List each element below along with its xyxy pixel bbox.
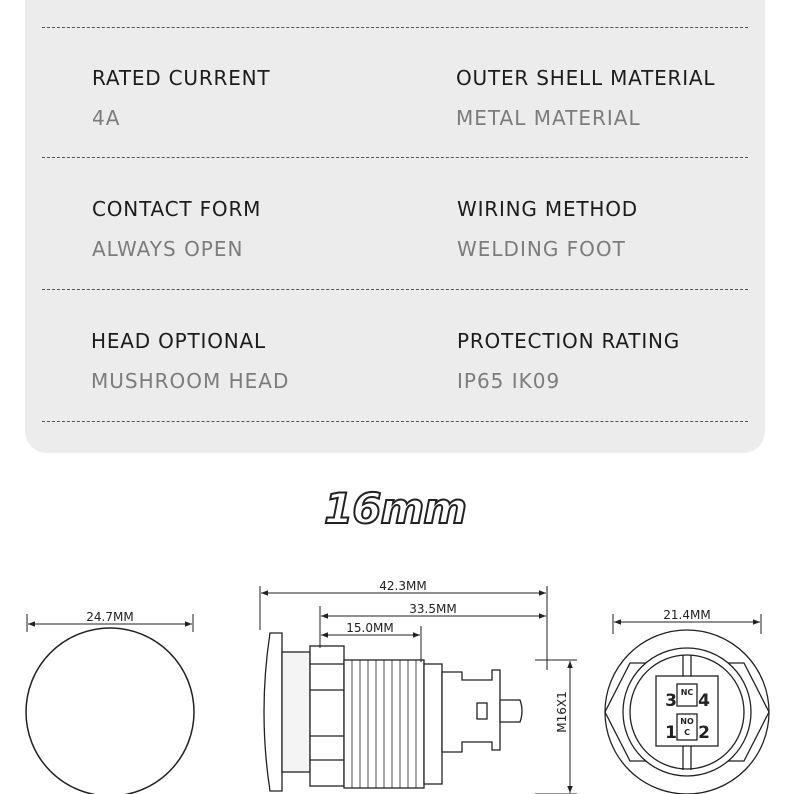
spec-rated-current bbox=[92, 66, 270, 130]
contact-label-c: C bbox=[684, 728, 690, 737]
spec-value: METAL MATERIAL bbox=[456, 106, 641, 130]
spec-label: OUTER SHELL MATERIAL bbox=[456, 66, 716, 90]
spec-value: WELDING FOOT bbox=[457, 237, 626, 261]
spec-label: HEAD OPTIONAL bbox=[91, 329, 266, 353]
mushroom-head-profile bbox=[264, 633, 282, 791]
dim-thread: M16X1 bbox=[555, 691, 569, 733]
technical-drawings bbox=[0, 560, 790, 794]
dim-total-length: 42.3MM bbox=[379, 579, 427, 593]
spec-contact-form bbox=[92, 197, 261, 261]
size-title: 16mm bbox=[324, 484, 466, 533]
spec-label: RATED CURRENT bbox=[92, 66, 271, 90]
spec-label: WIRING METHOD bbox=[457, 197, 638, 221]
divider bbox=[42, 421, 748, 422]
spec-label: PROTECTION RATING bbox=[457, 329, 681, 353]
terminal-label-4: 4 bbox=[698, 691, 710, 711]
rear-view bbox=[605, 630, 769, 794]
switch-housing bbox=[442, 670, 500, 752]
divider bbox=[42, 27, 748, 28]
spec-outer-shell-material bbox=[456, 66, 715, 130]
spec-value: IP65 IK09 bbox=[457, 369, 561, 393]
terminal-label-2: 2 bbox=[698, 723, 710, 743]
side-view bbox=[264, 633, 522, 791]
spec-wiring-method bbox=[457, 197, 638, 261]
divider bbox=[42, 289, 748, 290]
mushroom-head-circle bbox=[26, 628, 194, 794]
contact-label-no: NO bbox=[680, 717, 694, 726]
spec-value: 4A bbox=[92, 106, 121, 130]
dim-body-length: 33.5MM bbox=[409, 602, 457, 616]
spec-label: CONTACT FORM bbox=[92, 197, 262, 221]
terminal-label-3: 3 bbox=[665, 691, 677, 711]
spec-protection-rating bbox=[457, 329, 680, 393]
spec-value: ALWAYS OPEN bbox=[92, 237, 244, 261]
spec-head-optional bbox=[91, 329, 289, 393]
divider bbox=[42, 157, 748, 158]
spec-value: MUSHROOM HEAD bbox=[91, 369, 290, 393]
terminal-label-1: 1 bbox=[665, 723, 677, 743]
contact-label-nc: NC bbox=[680, 688, 694, 697]
dim-head-diameter: 24.7MM bbox=[86, 610, 134, 624]
terminal-pin bbox=[500, 700, 522, 722]
front-view bbox=[26, 610, 194, 794]
dim-thread-length: 15.0MM bbox=[346, 621, 394, 635]
dim-rear-diameter: 21.4MM bbox=[663, 608, 711, 622]
